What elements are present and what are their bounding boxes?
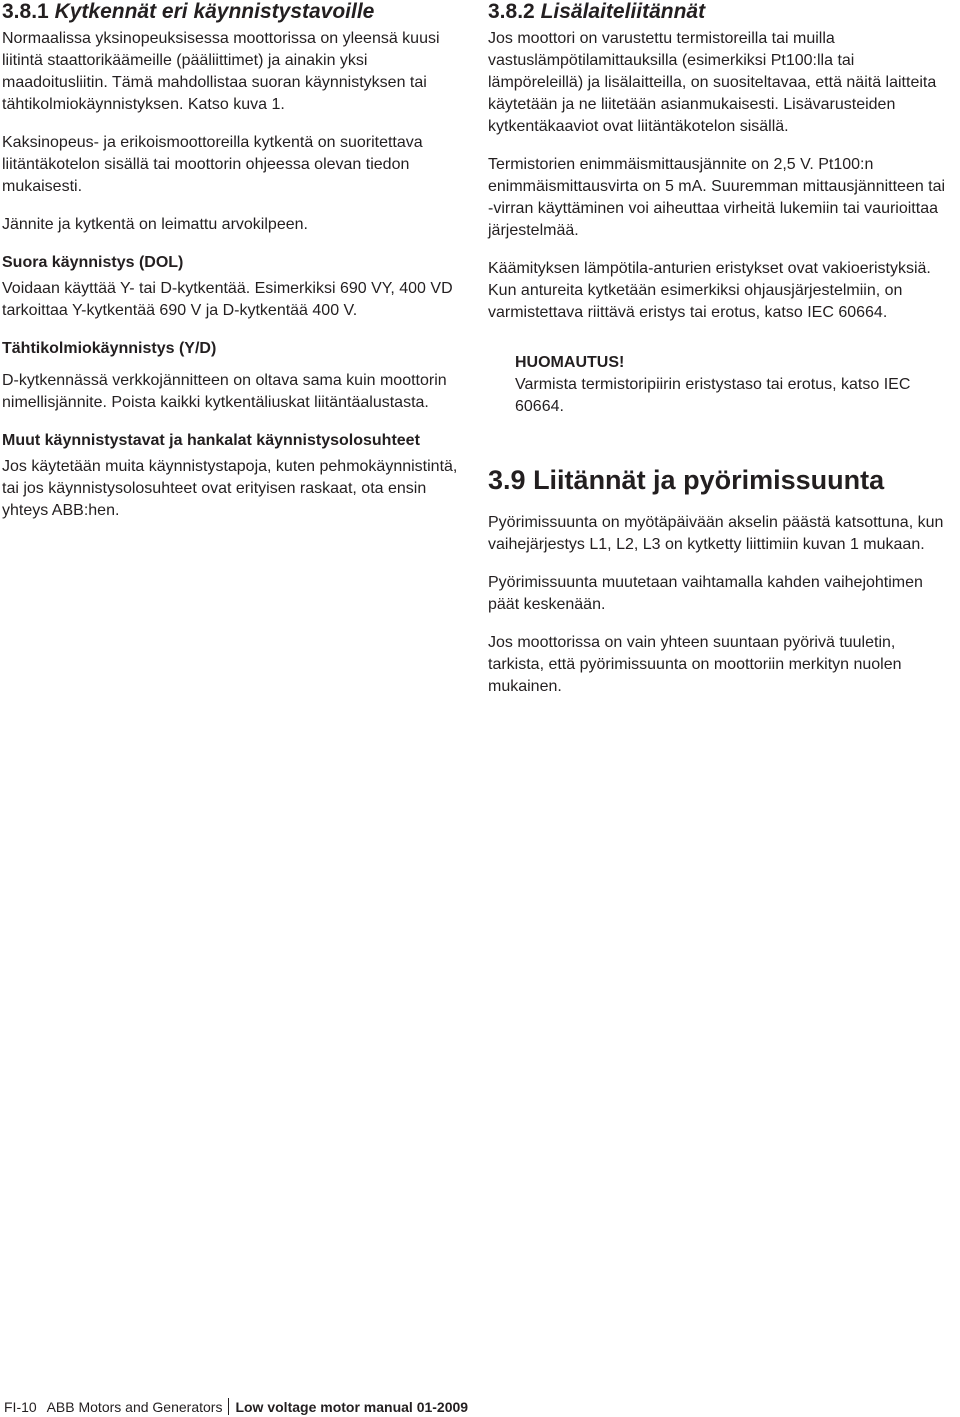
paragraph-terminals: Normaalissa yksinopeuksisessa moottorissa on yleensä kuusi liitintä staattorikäämeille (pääliittimet) ja ainakin yksi maadoitusliitin. Tämä mahdollistaa suoran käynnistyksen tai tähtikolmiokäynnistyksen. Katso kuva 1. bbox=[2, 30, 440, 113]
paragraph-accessories: Jos moottori on varustettu termistoreilla tai muilla vastuslämpötilamittauksilla (esimerkiksi Pt100:lla tai lämpöreleillä) ja lisälaitteilla, on suositeltavaa, että näitä laitteita käytetään ja ne liitetään asianmukaisesti. Lisävarusteiden kytkentäkaaviot ovat liitäntäkotelon sisällä. bbox=[488, 30, 937, 135]
footer-divider bbox=[228, 1398, 229, 1415]
paragraph-rating-plate: Jännite ja kytkentä on leimattu arvokilpeen. bbox=[2, 216, 308, 233]
section-heading-3-8-1 bbox=[2, 0, 464, 24]
notice-box bbox=[488, 352, 948, 418]
manual-title: Low voltage motor manual 01-2009 bbox=[235, 1399, 469, 1415]
section-heading-3-9 bbox=[488, 464, 948, 496]
notice-title: HUOMAUTUS! bbox=[515, 354, 625, 371]
star-delta-heading: Tähtikolmiokäynnistys (Y/D) bbox=[2, 340, 217, 357]
paragraph-rotation-direction: Pyörimissuunta on myötäpäivään akselin päästä katsottuna, kun vaihejärjestys L1, L2, L3 on kytketty liittimiin kuvan 1 mukaan. bbox=[488, 514, 944, 553]
dol-text: Voidaan käyttää Y- tai D-kytkentää. Esimerkiksi 690 VY, 400 VD tarkoittaa Y-kytkentää 690 V ja D-kytkentää 400 V. bbox=[2, 280, 453, 319]
section-title: Lisälaiteliitännät bbox=[540, 0, 706, 23]
right-column bbox=[488, 0, 948, 698]
star-delta-text: D-kytkennässä verkkojännitteen on oltava sama kuin moottorin nimellisjännite. Poista kaikki kytkentäliuskat liitäntäalustasta. bbox=[2, 372, 447, 411]
dol-heading: Suora käynnistys (DOL) bbox=[2, 254, 184, 271]
section-heading-3-8-2 bbox=[488, 0, 948, 24]
other-starting-heading: Muut käynnistystavat ja hankalat käynnistysolosuhteet bbox=[2, 432, 420, 449]
other-starting-text: Jos käytetään muita käynnistystapoja, kuten pehmokäynnistintä, tai jos käynnistysolosuhteet ovat erityisen raskaat, ota ensin yhteys ABB:hen. bbox=[2, 458, 458, 519]
left-column bbox=[2, 0, 464, 522]
paragraph-insulation: Käämityksen lämpötila-anturien eristykset ovat vakioeristyksiä. Kun antureita kytketään esimerkiksi ohjausjärjestelmiin, on varmistettava riittävä eristys tai erotus, katso IEC 60664. bbox=[488, 260, 931, 321]
section-number: 3.9 bbox=[488, 465, 526, 495]
section-number: 3.8.2 bbox=[488, 0, 535, 23]
company-name: ABB Motors and Generators bbox=[46, 1399, 223, 1415]
section-title: Kytkennät eri käynnistystavoille bbox=[54, 0, 375, 23]
paragraph-measurement-limits: Termistorien enimmäismittausjännite on 2,5 V. Pt100:n enimmäismittausvirta on 5 mA. Suuremman mittausjännitteen tai -virran käyttäminen voi aiheuttaa virheitä lukemiin tai vaurioittaa järjestelmää. bbox=[488, 156, 946, 239]
page-footer bbox=[4, 1398, 468, 1416]
notice-text: Varmista termistoripiirin eristystaso tai erotus, katso IEC 60664. bbox=[515, 376, 911, 415]
paragraph-rotation-change: Pyörimissuunta muutetaan vaihtamalla kahden vaihejohtimen päät keskenään. bbox=[488, 574, 923, 613]
paragraph-two-speed: Kaksinopeus- ja erikoismoottoreilla kytkentä on suoritettava liitäntäkotelon sisällä tai moottorin ohjeessa olevan tiedon mukaisesti. bbox=[2, 134, 423, 195]
page-number: FI-10 bbox=[4, 1399, 37, 1415]
section-title: Liitännät ja pyörimissuunta bbox=[533, 465, 885, 495]
section-number: 3.8.1 bbox=[2, 0, 49, 23]
paragraph-fan-direction: Jos moottorissa on vain yhteen suuntaan pyörivä tuuletin, tarkista, että pyörimissuunta on moottoriin merkityn nuolen mukainen. bbox=[488, 634, 902, 695]
